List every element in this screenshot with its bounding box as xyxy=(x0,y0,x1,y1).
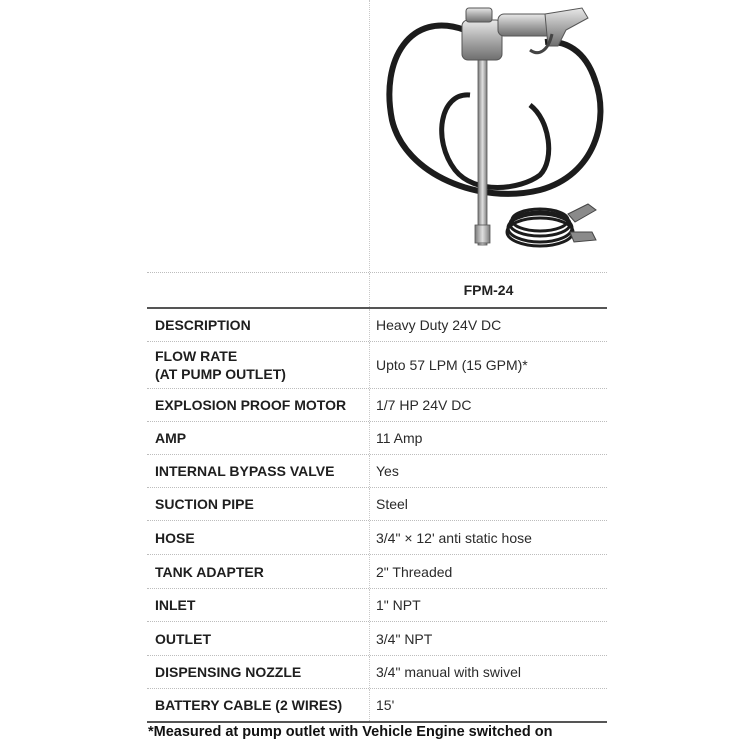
specification-table xyxy=(147,272,607,723)
row-value: Steel xyxy=(376,496,408,512)
table-row xyxy=(147,389,607,422)
table-row xyxy=(147,555,607,589)
row-value: 11 Amp xyxy=(376,430,423,446)
row-label-line2: (AT PUMP OUTLET) xyxy=(155,366,286,382)
row-label-line1: FLOW RATE xyxy=(155,348,238,364)
row-label: HOSE xyxy=(147,521,370,554)
row-value: 3/4" NPT xyxy=(376,630,433,647)
row-label: EXPLOSION PROOF MOTOR xyxy=(147,389,370,421)
row-label: DISPENSING NOZZLE xyxy=(147,656,370,688)
row-value: Upto 57 LPM (15 GPM)* xyxy=(376,357,528,373)
fuel-pump-illustration xyxy=(370,0,610,272)
table-row xyxy=(147,656,607,689)
footnote: *Measured at pump outlet with Vehicle Engine switched on xyxy=(148,724,553,740)
row-label: INLET xyxy=(147,589,370,621)
row-label: SUCTION PIPE xyxy=(147,488,370,520)
model-name: FPM-24 xyxy=(463,282,514,298)
table-row xyxy=(147,689,607,723)
row-label: TANK ADAPTER xyxy=(147,555,370,588)
row-value: Yes xyxy=(376,463,399,479)
table-row xyxy=(147,455,607,488)
table-row xyxy=(147,422,607,455)
table-row xyxy=(147,342,607,389)
row-value: 15' xyxy=(376,697,395,713)
row-label: INTERNAL BYPASS VALVE xyxy=(147,455,370,487)
row-value: 3/4" × 12' anti static hose xyxy=(376,529,532,546)
header-spacer xyxy=(147,273,370,307)
table-row xyxy=(147,488,607,521)
row-label: AMP xyxy=(147,422,370,454)
row-value: Heavy Duty 24V DC xyxy=(376,317,502,333)
row-label: BATTERY CABLE (2 WIRES) xyxy=(147,689,370,721)
row-value: 1" NPT xyxy=(376,597,421,613)
row-label: OUTLET xyxy=(147,622,370,655)
table-row xyxy=(147,622,607,656)
row-label xyxy=(147,342,370,388)
table-header-row xyxy=(147,272,607,309)
table-row xyxy=(147,521,607,555)
table-row xyxy=(147,309,607,342)
table-row xyxy=(147,589,607,622)
pump-product-image xyxy=(370,0,610,272)
row-value: 3/4" manual with swivel xyxy=(376,664,522,680)
row-value: 2" Threaded xyxy=(376,563,453,580)
row-label: DESCRIPTION xyxy=(147,309,370,341)
row-value: 1/7 HP 24V DC xyxy=(376,397,472,413)
